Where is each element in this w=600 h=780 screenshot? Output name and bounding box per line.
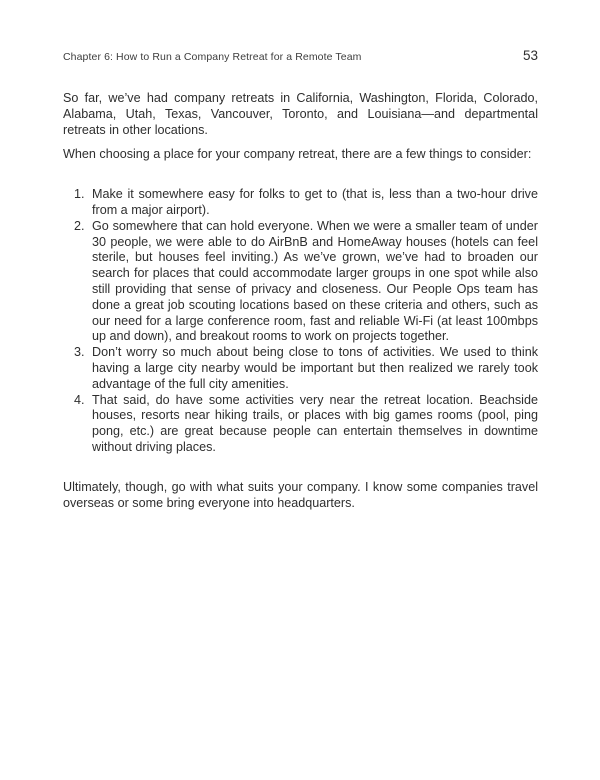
list-item-number: 3.	[74, 345, 85, 360]
list-item-text: That said, do have some activities very near the retreat location. Beachside houses, resorts near hiking trails, or places with big games rooms (pool, ping pong, etc.) are great because people can entertain themselves in downtime without driving places.	[92, 392, 538, 454]
chapter-title: Chapter 6: How to Run a Company Retreat for a Remote Team	[63, 51, 362, 63]
list-item-number: 1.	[74, 187, 85, 202]
list-item-text: Make it somewhere easy for folks to get to (that is, less than a two-hour drive from a major airport).	[92, 187, 538, 217]
page-content	[63, 48, 538, 520]
running-header	[63, 48, 538, 63]
list-item-3	[63, 345, 538, 392]
list-item-text: Don’t worry so much about being close to tons of activities. We used to think having a large city nearby would be important but then realized we rarely took advantage of the full city amenities.	[92, 345, 538, 391]
list-item-text: Go somewhere that can hold everyone. When we were a smaller team of under 30 people, we were able to do AirBnB and HomeAway houses (hotels can feel sterile, but houses feel inviting.) As we’ve grown, we’ve had to broaden our search for places that could accommodate larger groups in one spot while also still providing that sense of privacy and closeness. Our People Ops team has done a great job scouting locations based on these criteria and others, such as our need for a large conference room, fast and reliable Wi-Fi (at least 100mbps up and down), and breakout rooms to work on projects together.	[92, 218, 538, 344]
considerations-list	[63, 187, 538, 456]
list-item-4	[63, 393, 538, 456]
paragraph-intro-locations: So far, we’ve had company retreats in California, Washington, Florida, Colorado, Alabama, Utah, Texas, Vancouver, Toronto, and Louisiana—and departmental retreats in other locations.	[63, 91, 538, 137]
paragraph-intro-consider: When choosing a place for your company retreat, there are a few things to consider:	[63, 147, 532, 162]
list-item-number: 4.	[74, 392, 85, 407]
list-item-1	[63, 187, 538, 219]
list-item-number: 2.	[74, 218, 85, 233]
body-text	[63, 91, 538, 511]
paragraph-closing: Ultimately, though, go with what suits your company. I know some companies travel overseas or some bring everyone into headquarters.	[63, 479, 538, 510]
page-number: 53	[522, 48, 538, 63]
list-item-2	[63, 219, 538, 345]
